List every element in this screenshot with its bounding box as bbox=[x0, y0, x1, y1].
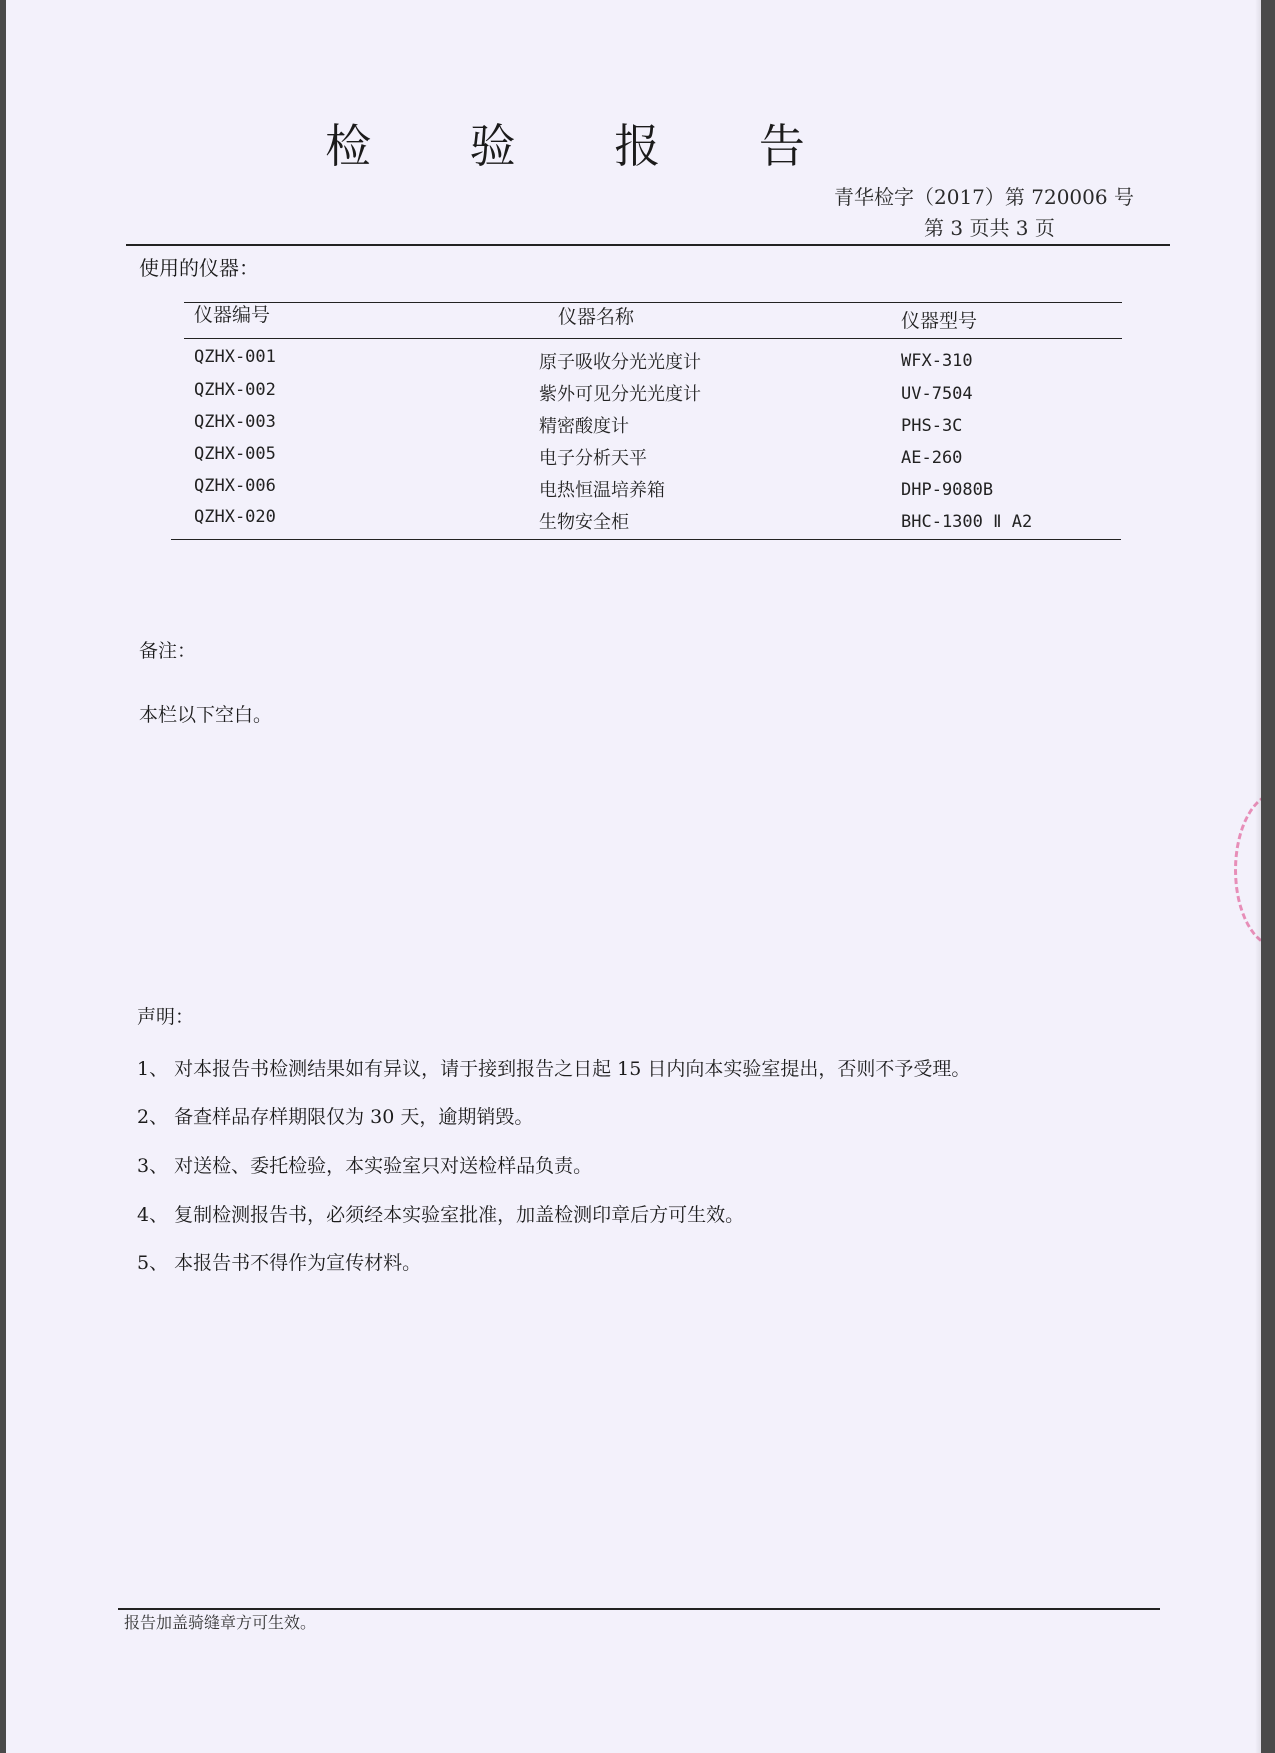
table-bottom-rule bbox=[171, 539, 1121, 540]
report-number: 青华检字（2017）第 720006 号 bbox=[834, 185, 1134, 209]
header-divider bbox=[126, 244, 1170, 246]
table-row-model: PHS-3C bbox=[901, 416, 963, 436]
table-row-model: BHC-1300 Ⅱ A2 bbox=[901, 512, 1033, 532]
remarks-text: 本栏以下空白。 bbox=[139, 704, 273, 726]
instruments-heading: 使用的仪器： bbox=[139, 256, 259, 280]
table-row-name: 生物安全柜 bbox=[539, 512, 629, 533]
table-row-name: 电热恒温培养箱 bbox=[539, 480, 665, 501]
col-head-model: 仪器型号 bbox=[901, 310, 978, 332]
table-top-rule bbox=[184, 302, 1122, 303]
footer-note: 报告加盖骑缝章方可生效。 bbox=[124, 1613, 317, 1632]
table-header-rule bbox=[184, 338, 1122, 339]
table-row-model: DHP-9080B bbox=[901, 480, 994, 500]
table-row-model: UV-7504 bbox=[901, 384, 973, 404]
table-row-id: QZHX-006 bbox=[194, 476, 276, 496]
table-row-name: 原子吸收分光光度计 bbox=[539, 352, 701, 373]
table-row-name: 紫外可见分光光度计 bbox=[539, 384, 701, 405]
statement-item: 3、 对送检、委托检验，本实验室只对送检样品负责。 bbox=[137, 1155, 593, 1177]
statement-item: 1、 对本报告书检测结果如有异议，请于接到报告之日起 15 日内向本实验室提出，否则不予受理。 bbox=[137, 1058, 971, 1080]
col-head-id: 仪器编号 bbox=[194, 304, 271, 326]
table-row-model: WFX-310 bbox=[901, 351, 973, 371]
statement-item: 5、 本报告书不得作为宣传材料。 bbox=[137, 1252, 422, 1274]
paper-edge-shadow bbox=[1255, 0, 1261, 1753]
report-page bbox=[6, 0, 1261, 1753]
col-head-name: 仪器名称 bbox=[558, 306, 635, 328]
table-row-id: QZHX-020 bbox=[194, 507, 276, 527]
page-indicator: 第 3 页共 3 页 bbox=[924, 216, 1055, 240]
table-row-id: QZHX-005 bbox=[194, 444, 276, 464]
table-row-id: QZHX-001 bbox=[194, 347, 276, 367]
table-row-name: 精密酸度计 bbox=[539, 416, 629, 437]
table-row-name: 电子分析天平 bbox=[539, 448, 647, 469]
table-row-model: AE-260 bbox=[901, 448, 963, 468]
table-row-id: QZHX-003 bbox=[194, 412, 276, 432]
statement-heading: 声明： bbox=[137, 1006, 195, 1028]
table-row-id: QZHX-002 bbox=[194, 380, 276, 400]
statement-item: 2、 备查样品存样期限仅为 30 天，逾期销毁。 bbox=[137, 1106, 534, 1128]
remarks-heading: 备注： bbox=[139, 640, 197, 662]
statement-item: 4、 复制检测报告书，必须经本实验室批准，加盖检测印章后方可生效。 bbox=[137, 1204, 745, 1226]
report-title: 检 验 报 告 bbox=[325, 119, 847, 173]
